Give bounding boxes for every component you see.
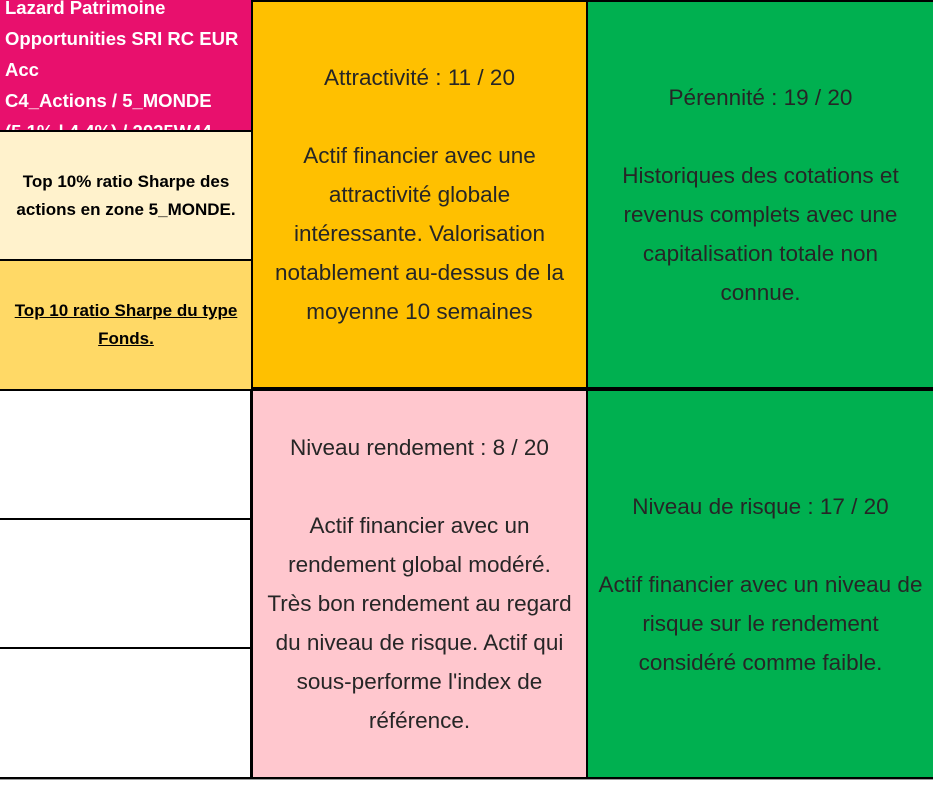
rendement-cell (251, 389, 588, 779)
attractivite-line-2: attractivité globale (328, 182, 511, 207)
perennite-line-1: Historiques des cotations et (622, 162, 899, 188)
fund-category: C4_Actions / 5_MONDE (5, 90, 212, 111)
rendement-line-6: référence. (368, 708, 471, 733)
fund-name-line-3: Acc (5, 59, 39, 80)
rendement-line-5: sous-performe l'index de (296, 669, 543, 694)
empty-cell (0, 518, 252, 649)
fund-name-line-1: Lazard Patrimoine (5, 0, 166, 18)
rendement-title: Niveau rendement : 8 / 20 (290, 435, 549, 460)
rendement-line-1: Actif financier avec un (309, 513, 530, 538)
empty-cell (0, 647, 252, 779)
sharpe-zone-rank-cell (0, 130, 252, 261)
attractivite-title: Attractivité : 11 / 20 (324, 65, 515, 90)
attractivite-line-4: notablement au-dessus de la (275, 260, 564, 285)
perennite-line-2: revenus complets avec une (623, 201, 898, 227)
perennite-line-4: connue. (720, 279, 801, 305)
risque-title: Niveau de risque : 17 / 20 (632, 493, 889, 519)
fund-header-cell (0, 0, 252, 130)
perennite-line-3: capitalisation totale non (642, 240, 879, 266)
risque-line-2: risque sur le rendement (642, 610, 879, 636)
fund-title (5, 0, 238, 147)
sharpe-zone-rank-text: Top 10% ratio Sharpe des actions en zone 5_MONDE. (16, 171, 236, 219)
sharpe-type-rank-cell (0, 261, 252, 389)
perennite-cell (586, 0, 933, 389)
risque-cell (586, 389, 933, 779)
rendement-line-3: Très bon rendement au regard (267, 591, 572, 616)
sharpe-type-rank-link[interactable]: Top 10 ratio Sharpe du type Fonds. (14, 301, 238, 348)
risque-line-1: Actif financier avec un niveau de (598, 571, 923, 597)
attractivite-line-5: moyenne 10 semaines (306, 299, 533, 324)
attractivite-cell (251, 0, 588, 389)
empty-cell (0, 389, 252, 520)
attractivite-line-1: Actif financier avec une (303, 143, 536, 168)
attractivite-line-3: intéressante. Valorisation (294, 221, 545, 246)
perennite-title: Pérennité : 19 / 20 (668, 84, 853, 110)
fund-name-line-2: Opportunities SRI RC EUR (5, 28, 239, 49)
risque-line-3: considéré comme faible. (638, 649, 883, 675)
rendement-line-4: du niveau de risque. Actif qui (275, 630, 564, 655)
rendement-line-2: rendement global modéré. (288, 552, 551, 577)
table-bottom-border (0, 779, 933, 786)
